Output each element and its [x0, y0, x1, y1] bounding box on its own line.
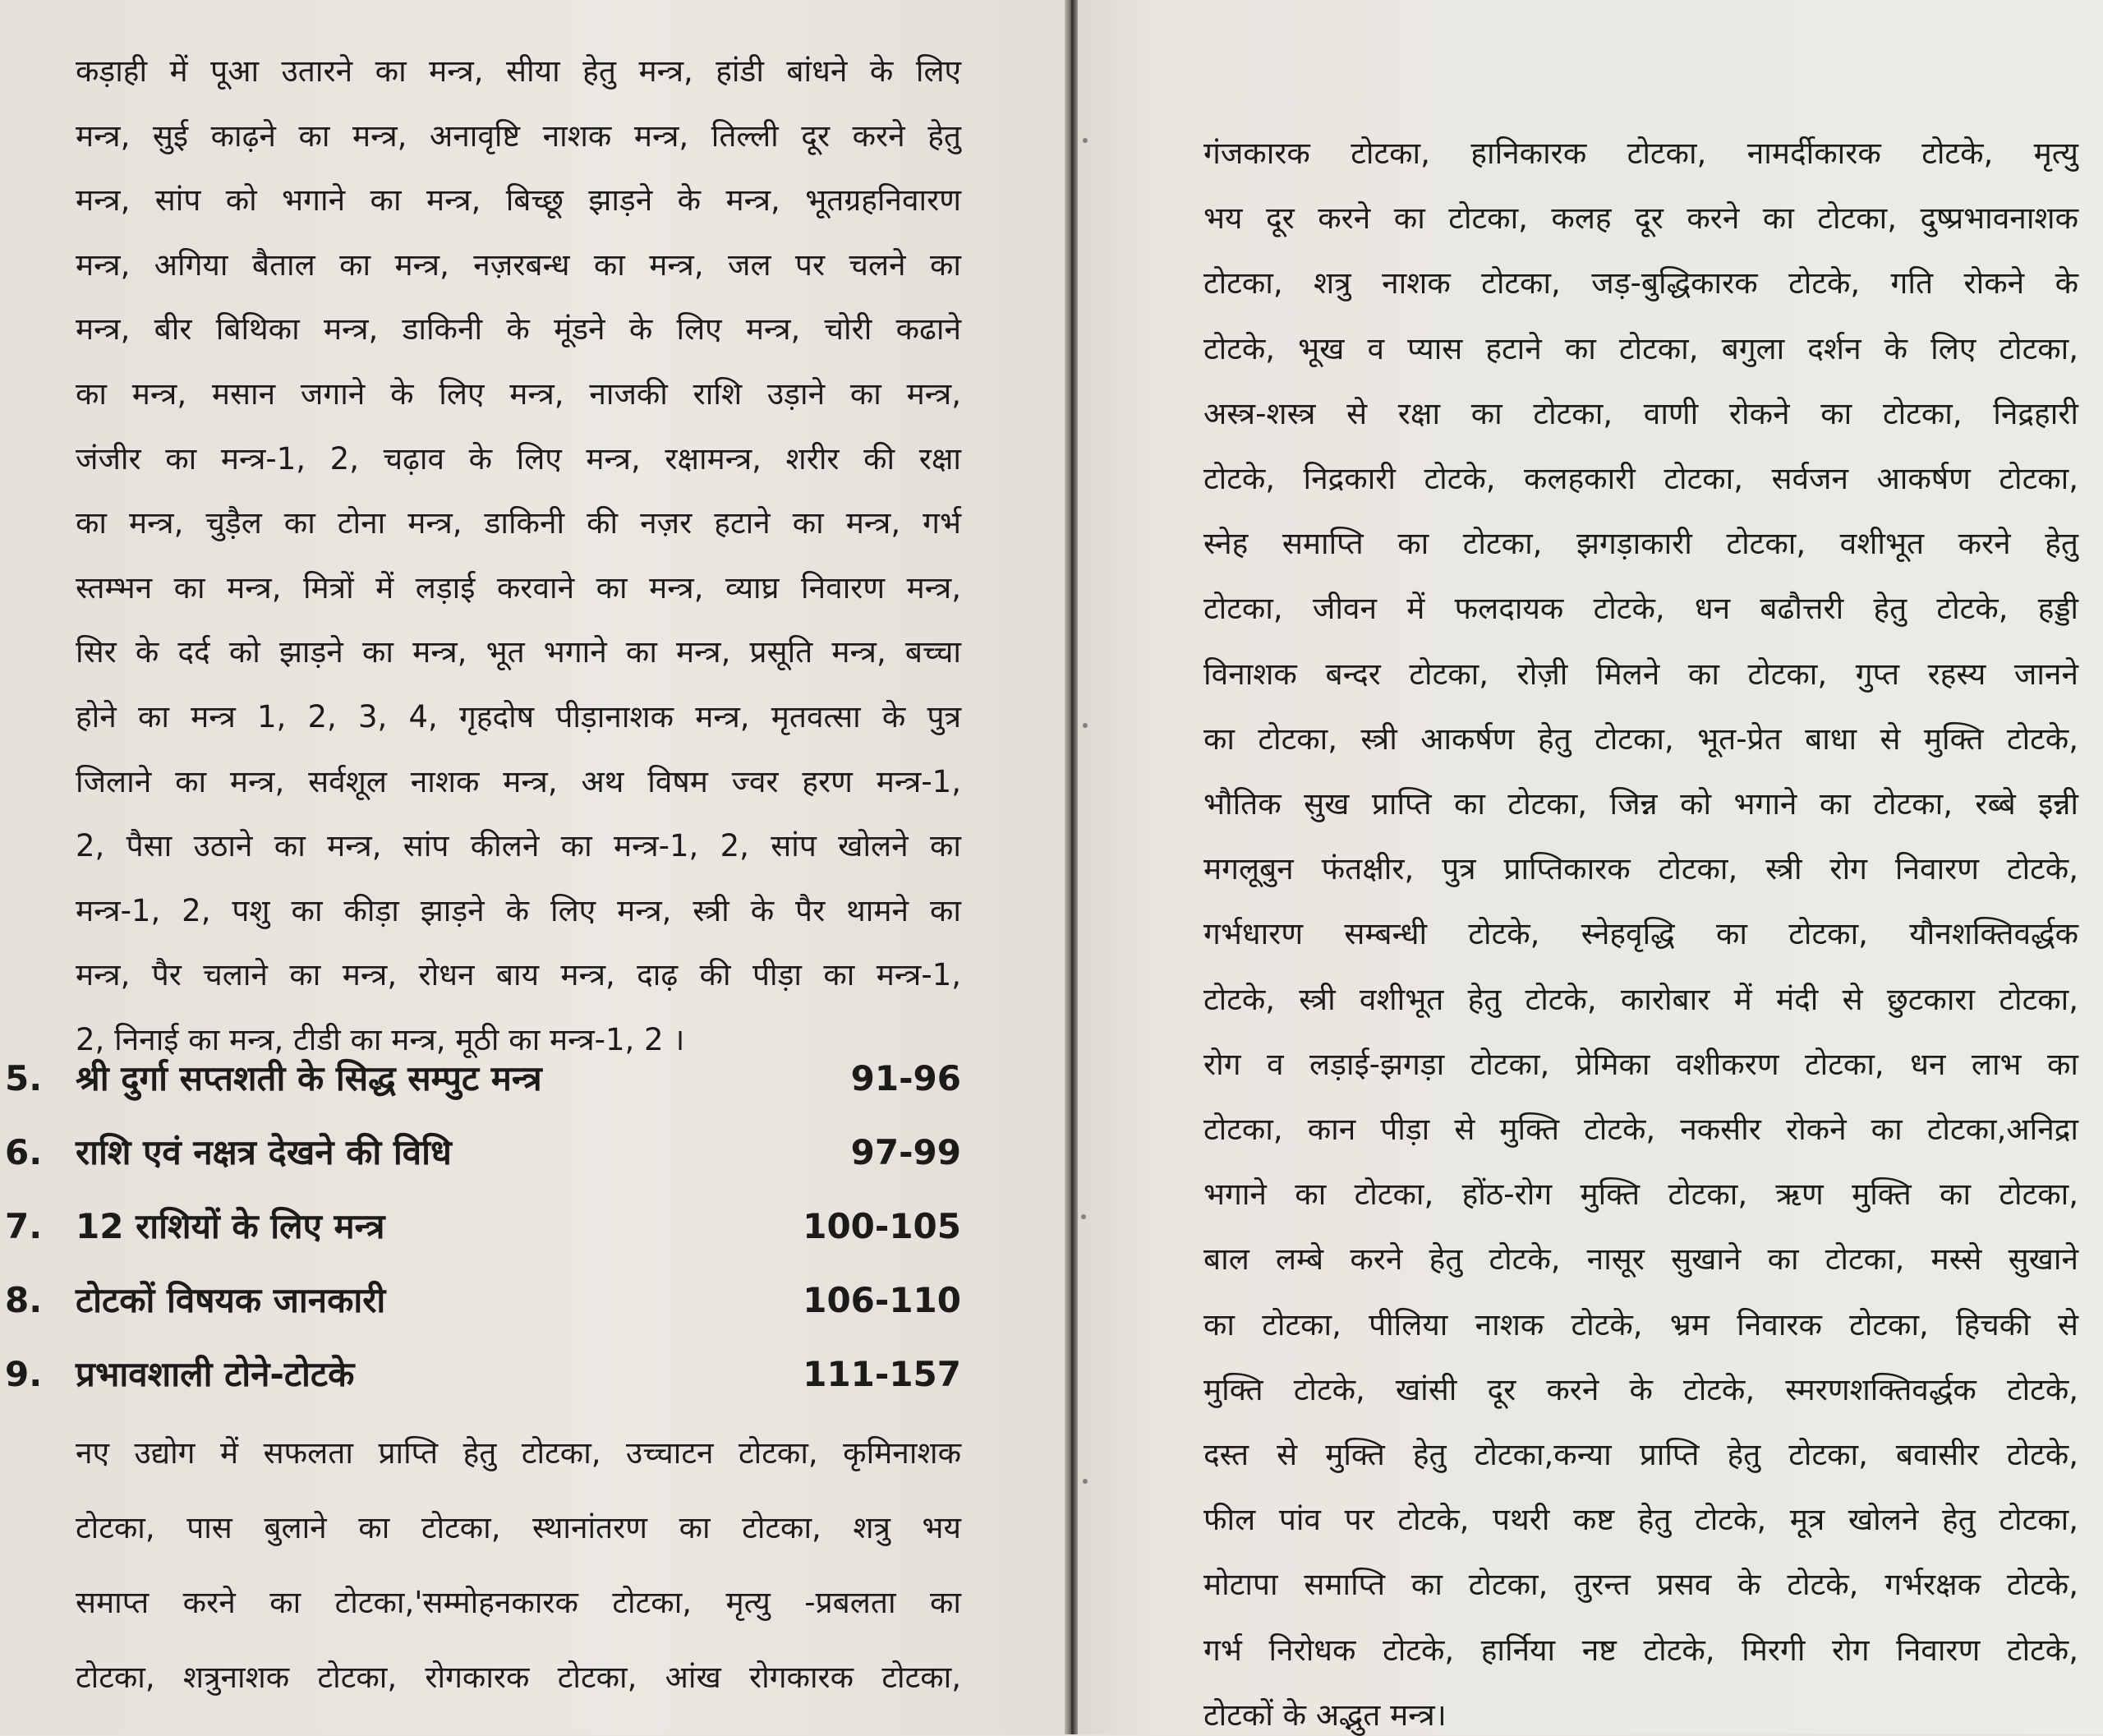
text-line: मन्त्र, अगिया बैताल का मन्त्र, नज़रबन्ध का मन्त्र, जल पर चलने का	[76, 246, 961, 283]
text-line: मगलूबुन फंतक्षीर, पुत्र प्राप्तिकारक टोटका, स्त्री रोग निवारण टोटके,	[1203, 851, 2078, 887]
toc-entry	[0, 1346, 986, 1403]
text-line: टोटका, जीवन में फलदायक टोटके, धन बढौत्तरी हेतु टोटके, हड्डी	[1203, 591, 2078, 627]
text-line: स्नेह समाप्ति का टोटका, झगड़ाकारी टोटका, वशीभूत करने हेतु	[1203, 526, 2078, 562]
text-line: का मन्त्र, मसान जगाने के लिए मन्त्र, नाजकी राशि उड़ाने का मन्त्र,	[76, 376, 961, 412]
page-speck	[1081, 1214, 1086, 1219]
text-line: टोटके, भूख व प्यास हटाने का टोटका, बगुला दर्शन के लिए टोटका,	[1203, 330, 2078, 366]
text-line: मोटापा समाप्ति का टोटका, तुरन्त प्रसव के टोटके, गर्भरक्षक टोटके,	[1203, 1567, 2078, 1603]
text-line: जिलाने का मन्त्र, सर्वशूल नाशक मन्त्र, अथ विषम ज्वर हरण मन्त्र-1,	[76, 763, 961, 799]
text-line: दस्त से मुक्ति हेतु टोटका,कन्या प्राप्ति हेतु टोटका, बवासीर टोटके,	[1203, 1437, 2078, 1472]
text-line: भय दूर करने का टोटका, कलह दूर करने का टोटका, दुष्प्रभावनाशक	[1203, 200, 2078, 237]
text-line: सिर के दर्द को झाड़ने का मन्त्र, भूत भगाने का मन्त्र, प्रसूति मन्त्र, बच्चा	[76, 634, 961, 670]
entry-page-range: 111-157	[803, 1354, 961, 1394]
text-line: टोटका, कान पीड़ा से मुक्ति टोटके, नकसीर रोकने का टोटका,अनिद्रा	[1203, 1112, 2078, 1147]
book-gutter	[1065, 0, 1078, 1734]
entry-number: 8.	[5, 1280, 43, 1320]
text-line: मन्त्र, पैर चलाने का मन्त्र, रोधन बाय मन्त्र, दाढ़ की पीड़ा का मन्त्र-1,	[76, 957, 961, 993]
text-line: मन्त्र, सुई काढ़ने का मन्त्र, अनावृष्टि नाशक मन्त्र, तिल्ली दूर करने हेतु	[76, 117, 961, 154]
text-line: का टोटका, स्त्री आकर्षण हेतु टोटका, भूत-प्रेत बाधा से मुक्ति टोटके,	[1203, 721, 2078, 757]
page-speck	[1083, 1479, 1088, 1484]
text-line: 2, पैसा उठाने का मन्त्र, सांप कीलने का मन्त्र-1, 2, सांप खोलने का	[76, 828, 961, 864]
text-line: भौतिक सुख प्राप्ति का टोटका, जिन्न को भगाने का टोटका, रब्बे इन्नी	[1203, 786, 2078, 822]
text-line: रोग व लड़ाई-झगड़ा टोटका, प्रेमिका वशीकरण टोटका, धन लाभ का	[1203, 1046, 2078, 1082]
toc-entry	[0, 1050, 986, 1107]
text-line: टोटके, स्त्री वशीभूत हेतु टोटके, कारोबार में मंदी से छुटकारा टोटका,	[1203, 981, 2078, 1017]
text-line: समाप्त करने का टोटका,'सम्मोहनकारक टोटका, मृत्यु -प्रबलता का	[76, 1585, 961, 1620]
text-line: का मन्त्र, चुड़ैल का टोना मन्त्र, डाकिनी की नज़र हटाने का मन्त्र, गर्भ	[76, 505, 961, 541]
text-line: गंजकारक टोटका, हानिकारक टोटका, नामर्दीकारक टोटके, मृत्यु	[1203, 136, 2078, 171]
text-line: मन्त्र-1, 2, पशु का कीड़ा झाड़ने के लिए मन्त्र, स्त्री के पैर थामने का	[76, 892, 961, 928]
page-speck	[1083, 723, 1088, 728]
text-line: गर्भधारण सम्बन्धी टोटके, स्नेहवृद्धि का टोटका, यौनशक्तिवर्द्धक	[1203, 916, 2078, 952]
text-line: टोटकों के अद्भुत मन्त्र।	[1203, 1697, 1447, 1733]
entry-title: 12 राशियों के लिए मन्त्र	[76, 1206, 385, 1246]
text-line: मुक्ति टोटके, खांसी दूर करने के टोटके, स्मरणशक्तिवर्द्धक टोटके,	[1203, 1371, 2078, 1407]
text-line: टोटका, शत्रुनाशक टोटका, रोगकारक टोटका, आंख रोगकारक टोटका,	[76, 1660, 961, 1695]
text-line: टोटका, पास बुलाने का टोटका, स्थानांतरण का टोटका, शत्रु भय	[76, 1510, 961, 1545]
text-line: कड़ाही में पूआ उतारने का मन्त्र, सीया हेतु मन्त्र, हांडी बांधने के लिए	[76, 53, 961, 89]
text-line: होने का मन्त्र 1, 2, 3, 4, गृहदोष पीड़ानाशक मन्त्र, मृतवत्सा के पुत्र	[76, 699, 961, 734]
entry-title: श्री दुर्गा सप्तशती के सिद्ध सम्पुट मन्त्र	[76, 1058, 542, 1098]
text-line: मन्त्र, बीर बिथिका मन्त्र, डाकिनी के मूंडने के लिए मन्त्र, चोरी कढाने	[76, 311, 961, 348]
toc-entry	[0, 1272, 986, 1329]
text-line: मन्त्र, सांप को भगाने का मन्त्र, बिच्छू झाड़ने के मन्त्र, भूतग्रहनिवारण	[76, 182, 961, 219]
page-speck	[1083, 138, 1088, 143]
toc-entry	[0, 1198, 986, 1255]
text-line: का टोटका, पीलिया नाशक टोटके, भ्रम निवारक टोटका, हिचकी से	[1203, 1306, 2078, 1342]
text-line: 2, निनाई का मन्त्र, टीडी का मन्त्र, मूठी का मन्त्र-1, 2 ।	[76, 1022, 685, 1057]
text-line: टोटके, निद्रकारी टोटके, कलहकारी टोटका, सर्वजन आकर्षण टोटका,	[1203, 461, 2078, 496]
text-line: नए उद्योग में सफलता प्राप्ति हेतु टोटका, उच्चाटन टोटका, कृमिनाशक	[76, 1435, 961, 1471]
text-line: गर्भ निरोधक टोटके, हार्निया नष्ट टोटके, मिरगी रोग निवारण टोटके,	[1203, 1632, 2078, 1668]
entry-title: राशि एवं नक्षत्र देखने की विधि	[76, 1132, 452, 1172]
text-line: विनाशक बन्दर टोटका, रोज़ी मिलने का टोटका, गुप्त रहस्य जानने	[1203, 656, 2078, 692]
entry-page-range: 106-110	[803, 1280, 961, 1320]
text-line: स्तम्भन का मन्त्र, मित्रों में लड़ाई करवाने का मन्त्र, व्याघ्र निवारण मन्त्र,	[76, 569, 961, 606]
entry-title: टोटकों विषयक जानकारी	[76, 1280, 386, 1320]
text-line: भगाने का टोटका, होंठ-रोग मुक्ति टोटका, ऋण मुक्ति का टोटका,	[1203, 1177, 2078, 1213]
text-line: जंजीर का मन्त्र-1, 2, चढ़ाव के लिए मन्त्र, रक्षामन्त्र, शरीर की रक्षा	[76, 440, 961, 477]
entry-page-range: 97-99	[850, 1132, 961, 1172]
entry-number: 7.	[5, 1206, 43, 1246]
entry-number: 6.	[5, 1132, 43, 1172]
toc-entry	[0, 1124, 986, 1181]
text-line: बाल लम्बे करने हेतु टोटके, नासूर सुखाने का टोटका, मस्से सुखाने	[1203, 1241, 2078, 1278]
entry-page-range: 100-105	[803, 1206, 961, 1246]
entry-title: प्रभावशाली टोने-टोटके	[76, 1354, 355, 1394]
entry-number: 9.	[5, 1354, 43, 1394]
text-line: फील पांव पर टोटके, पथरी कष्ट हेतु टोटके, मूत्र खोलने हेतु टोटका,	[1203, 1502, 2078, 1538]
entry-number: 5.	[5, 1058, 43, 1098]
entry-page-range: 91-96	[850, 1058, 961, 1098]
text-line: अस्त्र-शस्त्र से रक्षा का टोटका, वाणी रोकने का टोटका, निद्रहारी	[1203, 395, 2078, 431]
text-line: टोटका, शत्रु नाशक टोटका, जड़-बुद्धिकारक टोटके, गति रोकने के	[1203, 265, 2078, 302]
